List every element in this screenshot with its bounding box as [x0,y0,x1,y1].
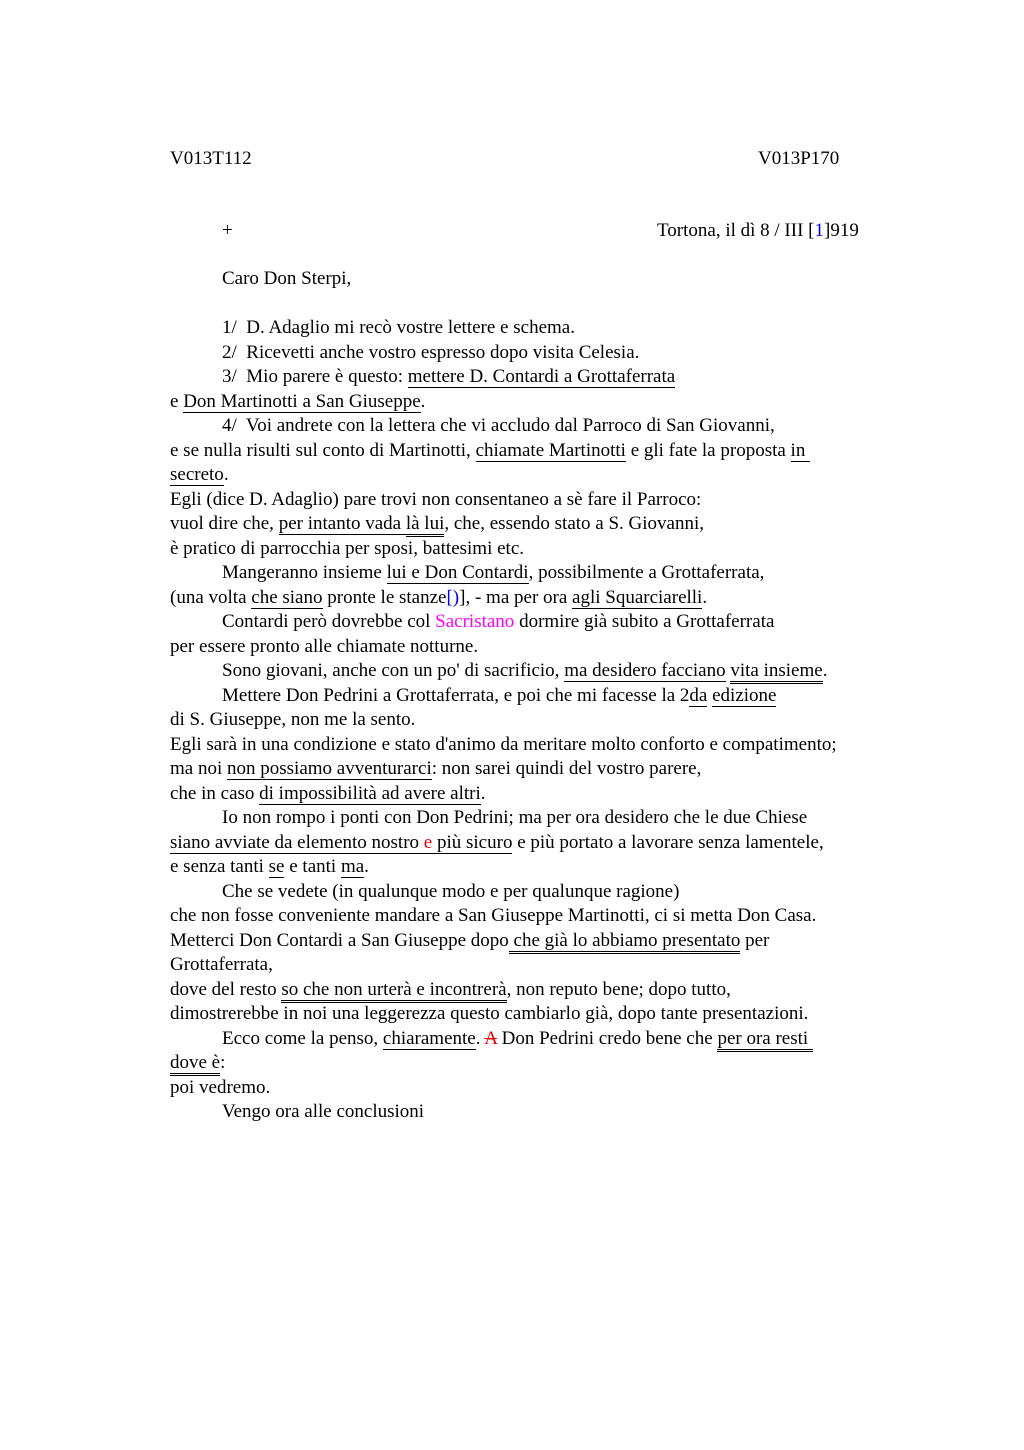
text-segment: 3/ Mio parere è questo: [222,366,408,387]
text-segment: là lui [406,513,445,537]
text-segment: secreto [170,464,224,485]
letter-line [170,880,1000,905]
text-segment: Contardi però dovrebbe col [222,611,436,632]
text-segment: . [223,464,229,485]
text-segment: e tanti [284,856,341,877]
text-segment: e più portato a lavorare senza lamentele, [512,831,824,853]
text-segment: . [420,390,426,412]
text-segment: agli Squarciarelli [572,586,703,608]
text-segment: . [702,586,708,608]
plus-mark: + [222,220,233,241]
text-segment: chiaramente [382,1027,476,1049]
text-segment: per ora resti [717,1028,812,1052]
text-segment: che siano [251,586,323,608]
text-segment: ]919 [824,220,859,241]
letter-line [170,488,1000,513]
text-segment: . [475,1027,485,1049]
text-segment: siano avviate da elemento nostro [170,831,424,853]
letter-line [170,463,1000,488]
letter-line [170,806,1000,831]
text-segment: pronte le stanze [322,586,447,608]
document-code-right: V013P170 [758,148,840,169]
text-segment: chiamate Martinotti [475,439,626,461]
text-segment: vita insieme [730,660,822,684]
text-segment: ], - ma per ora [459,586,573,608]
text-segment: per [740,929,770,951]
text-segment: . [364,856,369,877]
text-segment: . [480,782,486,804]
text-segment: [) [446,586,460,608]
letter-line [170,855,1000,880]
letter-line [170,953,1000,978]
document-code-left: V013T112 [170,148,252,169]
text-segment: se [268,856,285,877]
text-segment: (una volta [170,586,252,608]
text-segment: poi vedremo. [170,1076,271,1098]
text-segment: Mangeranno insieme [222,562,387,583]
letter-line [170,561,1000,586]
text-segment: che non fosse conveniente mandare a San Giuseppe Martinotti, ci si metta Don Casa. [170,905,817,926]
text-segment: Mettere Don Pedrini a Grottaferrata, e poi che mi facesse la 2 [222,684,690,706]
text-segment: dove del resto [170,978,282,1000]
letter-line [170,1027,1000,1052]
text-segment: da [689,684,708,706]
text-segment: Egli sarà in una condizione e stato d'animo da meritare molto conforto e compatimento; [170,733,837,755]
text-segment: per essere pronto alle chiamate notturne. [170,635,479,657]
text-segment: , possibilmente a Grottaferrata, [528,562,765,583]
text-segment: so che non urterà e incontrerà [281,979,506,1003]
letter-line [170,316,1000,341]
letter-line [170,1051,1000,1076]
letter-line [170,904,1000,929]
text-segment: lui e Don Contardi [386,562,529,583]
text-segment: 4/ Voi andrete con la lettera che vi accludo dal Parroco di San Giovanni, [222,415,775,436]
text-segment: ma noi [170,758,227,779]
letter-line [170,708,1000,733]
text-segment: in [790,439,811,461]
text-segment: e se nulla risulti sul conto di Martinotti, [170,439,476,461]
text-segment: vuol dire che, [170,513,279,534]
text-segment: Don Pedrini credo bene che [496,1027,718,1049]
text-segment: ma desidero facciano [564,660,726,681]
text-segment: Grottaferrata, [170,954,273,975]
letter-line [170,512,1000,537]
text-segment: e [170,390,184,412]
letter-line [170,1076,1000,1101]
letter-line [170,390,1000,415]
text-segment: dormire già subito a Grottaferrata [514,611,775,632]
text-segment: 2/ Ricevetti anche vostro espresso dopo visita Celesia. [222,341,640,363]
text-segment: e gli fate la proposta [625,439,791,461]
text-segment: di impossibilità ad avere altri [259,782,481,804]
text-segment: : non sarei quindi del vostro parere, [431,758,702,779]
letter-line [170,684,1000,709]
letter-line [170,929,1000,954]
letter-line [170,635,1000,660]
letter-line [170,659,1000,684]
text-segment: : [220,1052,226,1073]
letter-line [170,414,1000,439]
text-segment: Tortona, il dì 8 / III [ [657,220,815,241]
text-segment: Vengo ora alle conclusioni [222,1101,425,1122]
text-segment: più sicuro [432,831,513,853]
letter-line [170,831,1000,856]
text-segment: Ecco come la penso, [222,1027,383,1049]
letter-line [170,341,1000,366]
text-segment: dove è [170,1052,220,1076]
text-segment: Egli (dice D. Adaglio) pare trovi non consentaneo a sè fare il Parroco: [170,488,702,510]
letter-line [170,365,1000,390]
text-segment: ma [340,856,365,877]
letter-line [170,1100,1000,1125]
letter-line [170,439,1000,464]
letter-line [170,586,1000,611]
text-segment: Io non rompo i ponti con Don Pedrini; ma per ora desidero che le due Chiese [222,807,808,828]
text-segment: è pratico di parrocchia per sposi, battesimi etc. [170,537,525,559]
text-segment: A [484,1027,497,1049]
text-segment: edizione [712,684,777,706]
text-segment: e senza tanti [170,856,269,877]
salutation: Caro Don Sterpi, [222,268,352,289]
text-segment: che in caso [170,782,260,804]
text-segment: mettere D. Contardi a Grottaferrata [407,366,676,387]
text-segment: che già lo abbiamo presentato [509,930,741,954]
text-segment: . [822,660,828,681]
text-segment: Don Martinotti a San Giuseppe [183,390,421,412]
letter-line [170,978,1000,1003]
text-segment: , non reputo bene; dopo tutto, [506,978,731,1000]
text-segment: Che se vedete (in qualunque modo e per qualunque ragione) [222,880,680,902]
text-segment: 1/ D. Adaglio mi recò vostre lettere e schema. [222,317,575,338]
letter-line [170,782,1000,807]
text-segment: per intanto vada [278,513,406,534]
text-segment: di S. Giuseppe, non me la sento. [170,709,416,730]
letter-line [170,610,1000,635]
text-segment: e [423,831,433,853]
text-segment: non possiamo avventurarci [227,758,432,779]
letter-line [170,537,1000,562]
text-segment: dimostrerebbe in noi una leggerezza questo cambiarlo già, dopo tante presentazioni. [170,1003,809,1024]
text-segment: , che, essendo stato a S. Giovanni, [444,513,704,534]
letter-line [170,733,1000,758]
letter-body [170,316,1000,1125]
dateline [657,220,859,242]
text-segment: Metterci Don Contardi a San Giuseppe dopo [170,929,509,951]
text-segment: 1 [814,220,824,241]
text-segment: Sacristano [435,611,515,632]
text-segment: Sono giovani, anche con un po' di sacrificio, [222,660,565,681]
letter-line [170,757,1000,782]
letter-line [170,1002,1000,1027]
